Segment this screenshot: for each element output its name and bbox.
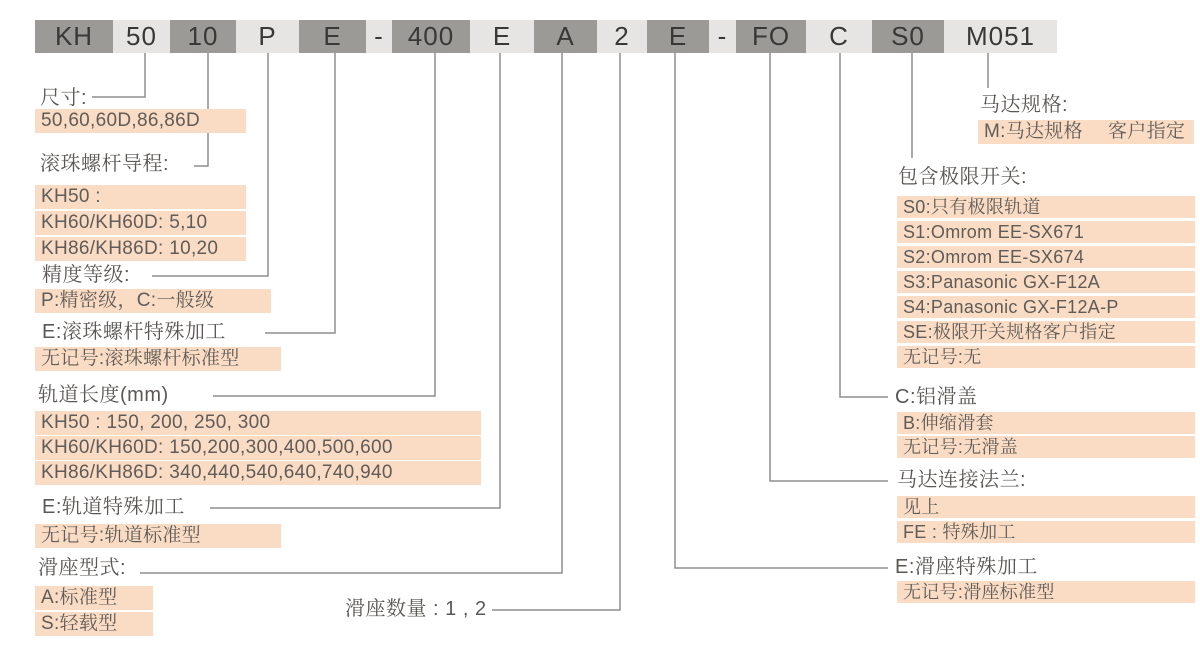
leader-line-screw-special — [265, 53, 335, 333]
rail-special-label: E:轨道特殊加工 — [42, 496, 185, 518]
accuracy-values: P:精密级，C:一般级 — [35, 289, 271, 313]
code-segment-limit-switch: S0 — [872, 20, 944, 53]
screw-lead-row-kh86: KH86/KH86D: 10,20 — [35, 237, 246, 261]
leader-line-cover — [840, 53, 888, 397]
slider-qty-label: 滑座数量 : 1 , 2 — [345, 598, 487, 620]
slider-special-label: E:滑座特殊加工 — [895, 556, 1038, 578]
code-segment-cover: C — [829, 21, 849, 51]
code-segment-series: KH — [35, 20, 113, 53]
rail-special-default: 无记号:轨道标准型 — [35, 524, 281, 548]
cover-none: 无记号:无滑盖 — [897, 436, 1195, 458]
screw-lead-label: 滚珠螺杆导程: — [40, 153, 170, 175]
code-segment-rail-special: E — [492, 21, 512, 51]
leader-line-size — [92, 53, 145, 97]
slider-type-s: S:轻载型 — [35, 612, 153, 636]
accuracy-label: 精度等级: — [42, 264, 131, 286]
rail-length-row-kh86: KH86/KH86D: 340,440,540,640,740,940 — [35, 461, 481, 485]
code-segment-screw-special: E — [299, 20, 366, 53]
code-segment-motor: M051 — [965, 21, 1036, 51]
rail-length-label: 轨道长度(mm) — [38, 384, 169, 406]
screw-lead-row-kh50: KH50 : — [35, 185, 246, 209]
cover-label: C:铝滑盖 — [895, 386, 978, 408]
code-segment-slider-qty: 2 — [614, 21, 630, 51]
motor-spec-label: 马达规格: — [980, 94, 1069, 116]
flange-label: 马达连接法兰: — [897, 469, 1027, 491]
rail-length-row-kh60: KH60/KH60D: 150,200,300,400,500,600 — [35, 436, 481, 460]
cover-b: B:伸缩滑套 — [897, 412, 1195, 434]
code-segment-rail-length: 400 — [392, 20, 470, 53]
limit-switch-s1: S1:Omrom EE-SX671 — [897, 221, 1195, 243]
code-segment-size: 50 — [126, 21, 157, 51]
limit-switch-label: 包含极限开关: — [898, 166, 1028, 188]
limit-switch-s0: S0:只有极限轨道 — [897, 196, 1195, 218]
code-segment-hyphen-1: - — [374, 21, 384, 51]
size-values: 50,60,60D,86,86D — [35, 109, 246, 133]
limit-switch-se: SE:极限开关规格客户指定 — [897, 321, 1195, 343]
slider-type-label: 滑座型式: — [38, 557, 127, 579]
code-segment-flange: FO — [736, 20, 806, 53]
motor-spec-m: M:马达规格 — [978, 120, 1102, 144]
flange-see-above: 见上 — [897, 496, 1195, 518]
code-segment-slider-special: E — [647, 20, 709, 53]
slider-type-a: A:标准型 — [35, 586, 153, 610]
flange-fe: FE : 特殊加工 — [897, 521, 1195, 543]
limit-switch-s4: S4:Panasonic GX-F12A-P — [897, 296, 1195, 318]
limit-switch-s2: S2:Omrom EE-SX674 — [897, 246, 1195, 268]
leader-line-rail-length — [213, 53, 435, 396]
code-segment-lead: 10 — [170, 20, 236, 53]
leader-line-flange — [770, 53, 888, 481]
leader-line-slider-special — [675, 53, 888, 568]
code-segment-accuracy: P — [258, 21, 277, 51]
motor-spec-customer: 客户指定 — [1102, 120, 1194, 144]
leader-line-slider-qty — [492, 53, 620, 610]
code-segment-hyphen-2: - — [717, 21, 728, 51]
code-segment-slider-type: A — [534, 20, 597, 53]
limit-switch-none: 无记号:无 — [897, 346, 1195, 368]
screw-lead-row-kh60: KH60/KH60D: 5,10 — [35, 211, 246, 235]
rail-length-row-kh50: KH50 : 150, 200, 250, 300 — [35, 411, 481, 435]
screw-special-default: 无记号:滚珠螺杆标准型 — [35, 347, 281, 371]
size-label: 尺寸: — [40, 87, 88, 109]
slider-special-default: 无记号:滑座标准型 — [897, 581, 1195, 603]
screw-special-label: E:滚珠螺杆特殊加工 — [42, 321, 226, 343]
limit-switch-s3: S3:Panasonic GX-F12A — [897, 271, 1195, 293]
